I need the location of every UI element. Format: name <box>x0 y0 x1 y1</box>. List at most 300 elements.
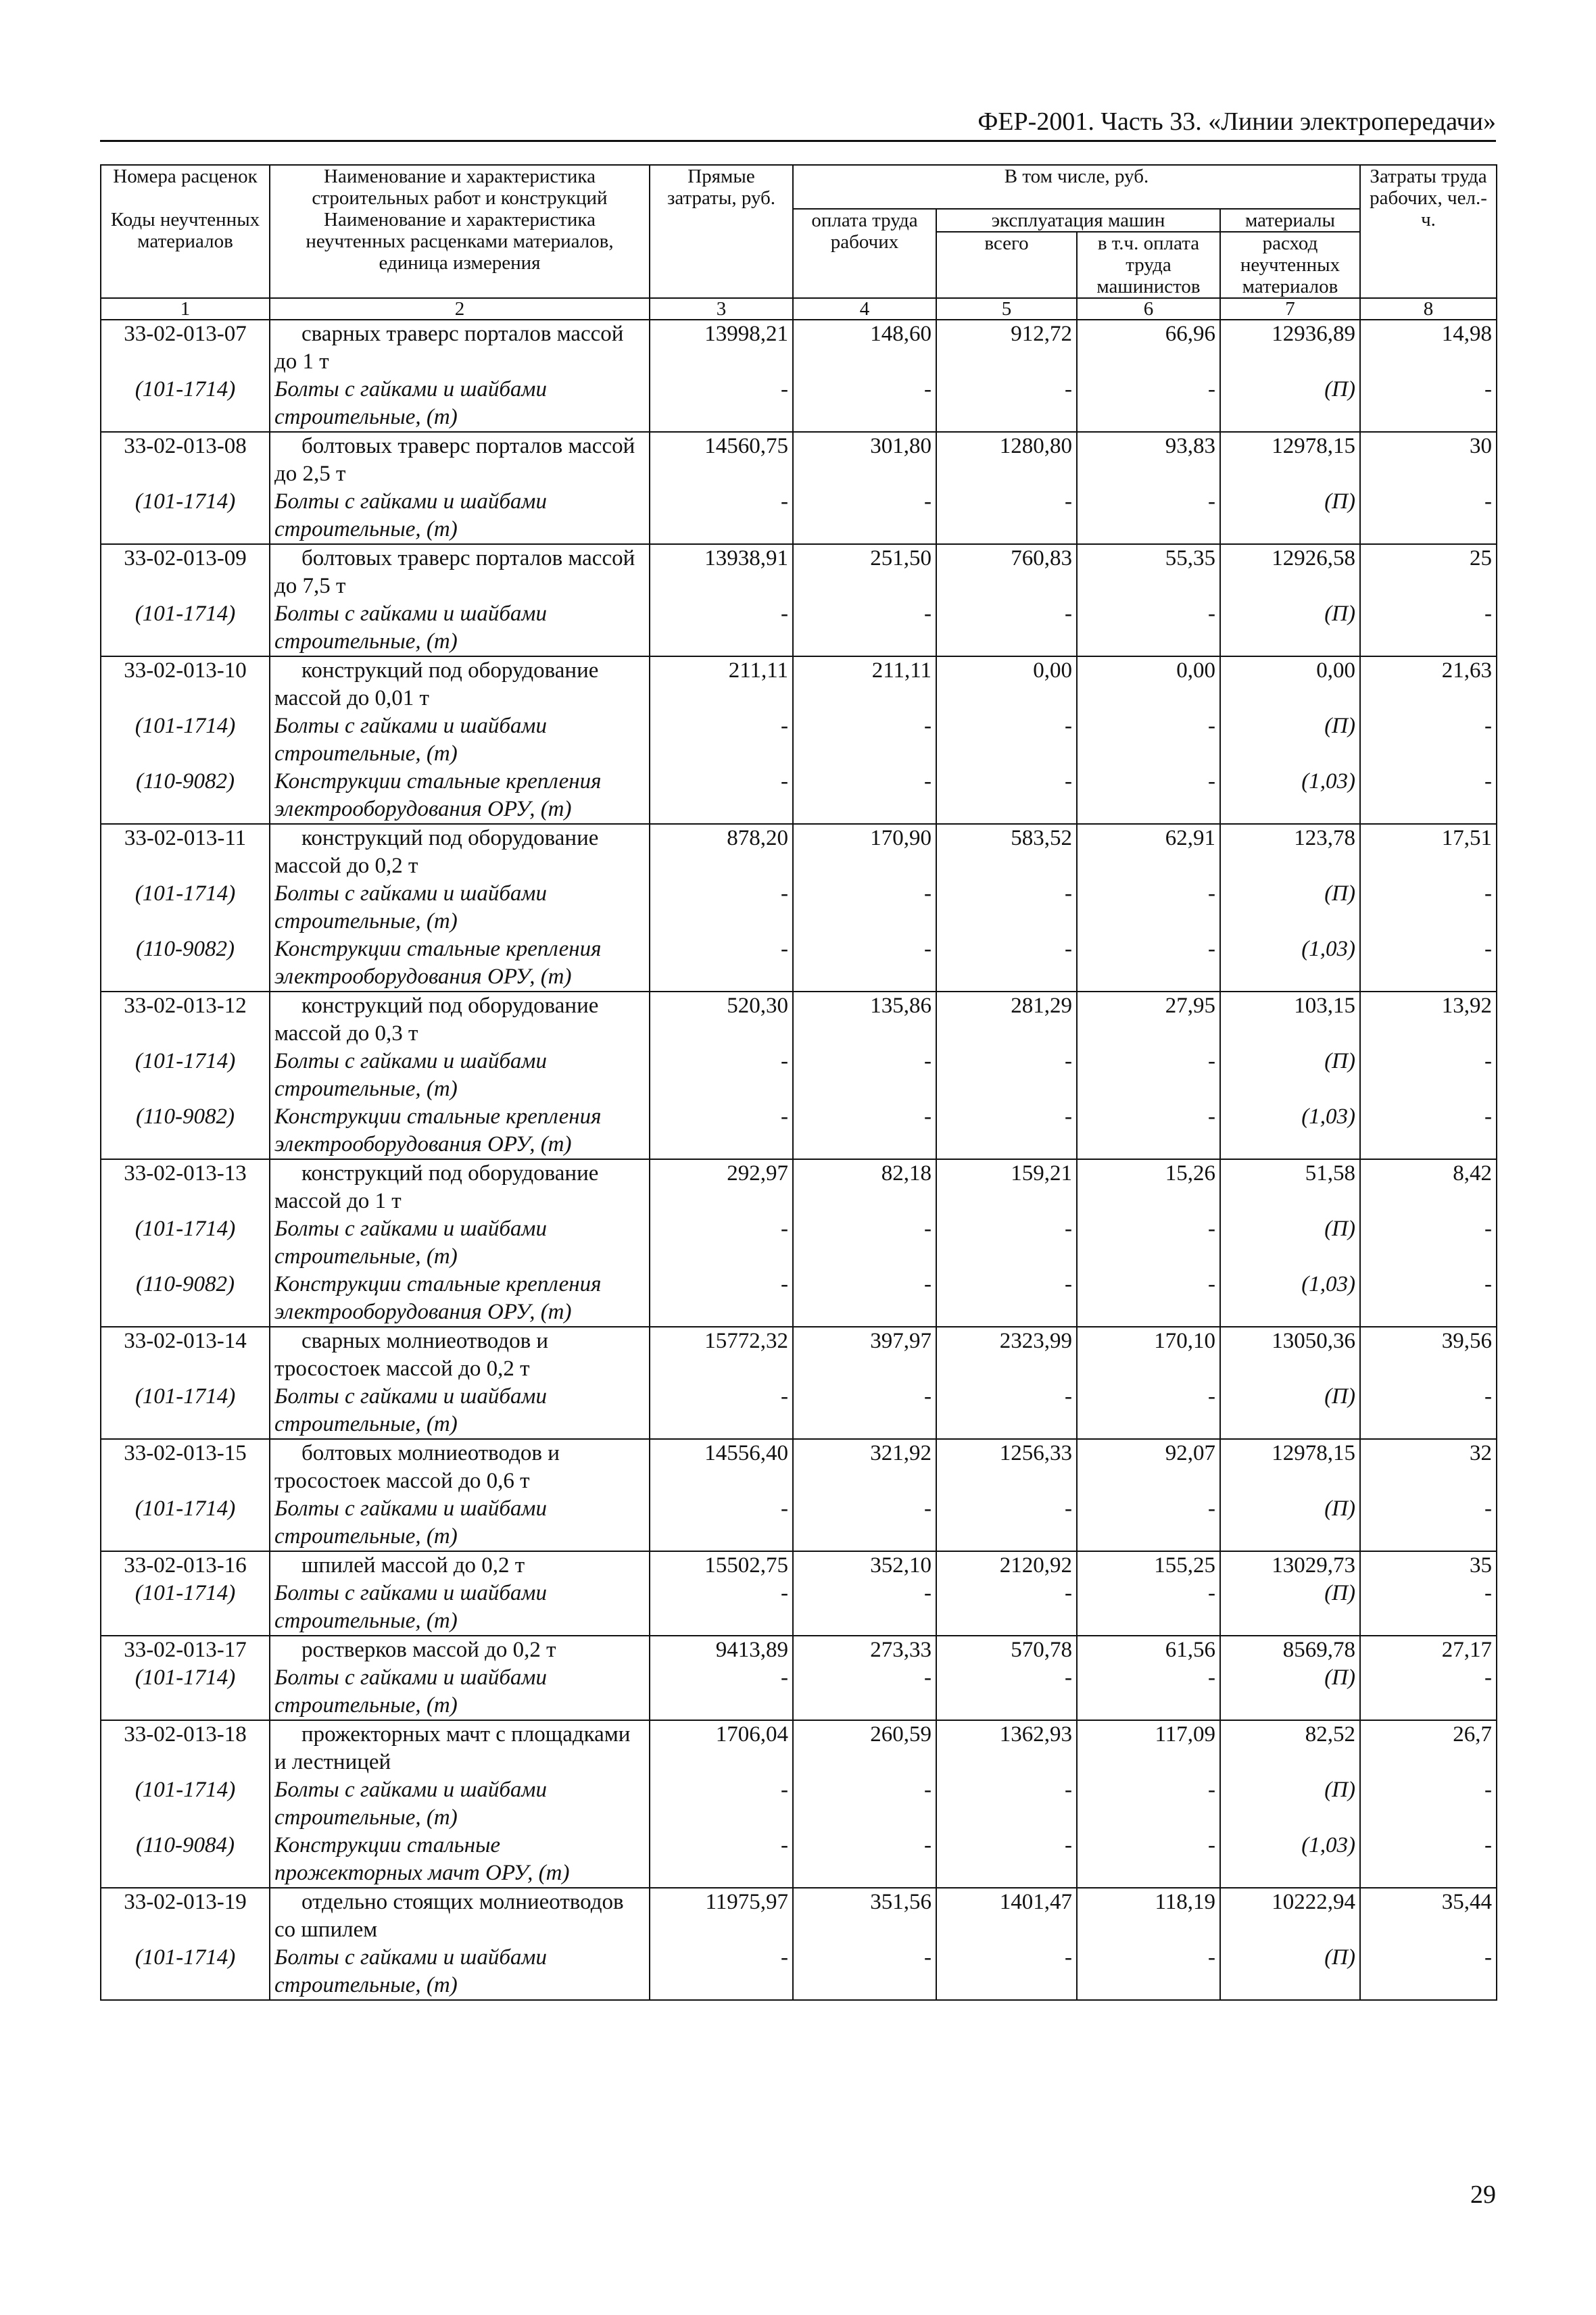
column-numbers-row <box>101 298 1497 320</box>
rate-row <box>101 1159 1497 1215</box>
direct-cost-cell: - <box>650 1832 793 1888</box>
labor-hours-cell: - <box>1360 376 1497 432</box>
rate-row <box>101 656 1497 712</box>
material-name: Болты с гайками и шайбами строительные, (т) <box>270 376 650 432</box>
rate-name-cell <box>270 1888 650 1944</box>
machines-total-cell: - <box>936 1664 1077 1720</box>
col-number: 6 <box>1077 298 1220 320</box>
labor-pay-cell: - <box>793 1383 936 1439</box>
machines-total-cell: 583,52 <box>936 824 1077 880</box>
machines-total-cell: - <box>936 768 1077 824</box>
rate-code: 33-02-013-18 <box>101 1720 270 1776</box>
machines-total-cell: - <box>936 1103 1077 1159</box>
labor-pay-cell: - <box>793 1103 936 1159</box>
machines-total-cell: - <box>936 1215 1077 1271</box>
labor-pay-cell: 148,60 <box>793 320 936 376</box>
machines-labor-cell: - <box>1077 712 1220 768</box>
labor-hours-cell: - <box>1360 935 1497 992</box>
machines-total-cell: 1401,47 <box>936 1888 1077 1944</box>
machines-total-cell: - <box>936 1580 1077 1636</box>
materials-cell: (П) <box>1220 712 1360 768</box>
col-materials: материалы <box>1220 209 1360 232</box>
material-row <box>101 1215 1497 1271</box>
labor-pay-cell: 273,33 <box>793 1636 936 1664</box>
material-code: (101-1714) <box>101 1776 270 1832</box>
rate-row <box>101 1888 1497 1944</box>
labor-hours-cell: - <box>1360 1215 1497 1271</box>
labor-pay-cell: 82,18 <box>793 1159 936 1215</box>
rate-code: 33-02-013-19 <box>101 1888 270 1944</box>
direct-cost-cell: - <box>650 880 793 935</box>
machines-labor-cell: - <box>1077 880 1220 935</box>
materials-cell: (П) <box>1220 1944 1360 2000</box>
materials-cell: (1,03) <box>1220 1271 1360 1327</box>
materials-cell: (П) <box>1220 1495 1360 1551</box>
machines-labor-cell: 92,07 <box>1077 1439 1220 1495</box>
material-row <box>101 712 1497 768</box>
labor-hours-cell: 14,98 <box>1360 320 1497 376</box>
machines-labor-cell: - <box>1077 1580 1220 1636</box>
labor-pay-cell: - <box>793 1776 936 1832</box>
machines-labor-cell: 62,91 <box>1077 824 1220 880</box>
materials-cell: 10222,94 <box>1220 1888 1360 1944</box>
rate-name: конструкций под оборудование массой до 0,3 т <box>274 994 599 1046</box>
material-row <box>101 376 1497 432</box>
col-including: В том числе, руб. <box>793 165 1360 209</box>
labor-hours-cell: 32 <box>1360 1439 1497 1495</box>
machines-labor-cell: - <box>1077 1495 1220 1551</box>
material-code: (101-1714) <box>101 488 270 544</box>
col-machines-labor: в т.ч. оплата труда машинистов <box>1077 232 1220 298</box>
material-name: Болты с гайками и шайбами строительные, (т) <box>270 600 650 656</box>
direct-cost-cell: - <box>650 1776 793 1832</box>
col-machines-total: всего <box>936 232 1077 298</box>
material-row <box>101 1103 1497 1159</box>
col-code-top: Номера расценок <box>101 165 270 209</box>
machines-labor-cell: - <box>1077 600 1220 656</box>
machines-labor-cell: 27,95 <box>1077 992 1220 1048</box>
col-number: 2 <box>270 298 650 320</box>
labor-pay-cell: - <box>793 768 936 824</box>
materials-cell: 82,52 <box>1220 1720 1360 1776</box>
labor-hours-cell: - <box>1360 1580 1497 1636</box>
material-code: (101-1714) <box>101 1383 270 1439</box>
header-rule <box>100 140 1496 142</box>
labor-hours-cell: 39,56 <box>1360 1327 1497 1383</box>
machines-total-cell: 0,00 <box>936 656 1077 712</box>
machines-total-cell: 2323,99 <box>936 1327 1077 1383</box>
materials-cell: 8569,78 <box>1220 1636 1360 1664</box>
material-code: (101-1714) <box>101 1664 270 1720</box>
material-code: (101-1714) <box>101 1580 270 1636</box>
materials-cell: 0,00 <box>1220 656 1360 712</box>
rate-name: болтовых траверс порталов массой до 2,5 т <box>274 434 635 486</box>
direct-cost-cell: - <box>650 600 793 656</box>
material-name: Болты с гайками и шайбами строительные, (т) <box>270 488 650 544</box>
material-code: (110-9084) <box>101 1832 270 1888</box>
material-code: (110-9082) <box>101 768 270 824</box>
machines-labor-cell: - <box>1077 376 1220 432</box>
machines-total-cell: - <box>936 1495 1077 1551</box>
rate-name: прожекторных мачт с площадками и лестницей <box>274 1722 631 1774</box>
direct-cost-cell: - <box>650 1103 793 1159</box>
labor-pay-cell: - <box>793 1271 936 1327</box>
machines-labor-cell: - <box>1077 1383 1220 1439</box>
material-code: (110-9082) <box>101 935 270 992</box>
machines-labor-cell: 93,83 <box>1077 432 1220 488</box>
labor-hours-cell: 35,44 <box>1360 1888 1497 1944</box>
material-code: (101-1714) <box>101 600 270 656</box>
materials-cell: (П) <box>1220 600 1360 656</box>
machines-total-cell: - <box>936 1832 1077 1888</box>
material-name: Болты с гайками и шайбами строительные, (т) <box>270 1944 650 2000</box>
table-header <box>101 165 1497 320</box>
rate-name: отдельно стоящих молниеотводов со шпилем <box>274 1890 624 1942</box>
machines-total-cell: - <box>936 600 1077 656</box>
machines-total-cell: - <box>936 880 1077 935</box>
machines-total-cell: - <box>936 488 1077 544</box>
machines-labor-cell: - <box>1077 1048 1220 1103</box>
materials-cell: (П) <box>1220 1664 1360 1720</box>
direct-cost-cell: - <box>650 488 793 544</box>
rate-name-cell <box>270 1327 650 1383</box>
machines-total-cell: - <box>936 1048 1077 1103</box>
rate-name: конструкций под оборудование массой до 1 т <box>274 1161 599 1213</box>
rate-code: 33-02-013-15 <box>101 1439 270 1495</box>
material-code: (110-9082) <box>101 1271 270 1327</box>
direct-cost-cell: - <box>650 768 793 824</box>
labor-hours-cell: 25 <box>1360 544 1497 600</box>
machines-total-cell: - <box>936 1776 1077 1832</box>
col-number: 7 <box>1220 298 1360 320</box>
direct-cost-cell: - <box>650 376 793 432</box>
material-name: Болты с гайками и шайбами строительные, (т) <box>270 712 650 768</box>
labor-pay-cell: - <box>793 1580 936 1636</box>
rate-name-cell <box>270 320 650 376</box>
labor-hours-cell: - <box>1360 600 1497 656</box>
labor-hours-cell: - <box>1360 1103 1497 1159</box>
material-name: Болты с гайками и шайбами строительные, (т) <box>270 1580 650 1636</box>
materials-cell: 103,15 <box>1220 992 1360 1048</box>
machines-labor-cell: - <box>1077 1103 1220 1159</box>
machines-labor-cell: 170,10 <box>1077 1327 1220 1383</box>
labor-hours-cell: - <box>1360 1944 1497 2000</box>
machines-labor-cell: - <box>1077 1215 1220 1271</box>
machines-labor-cell: - <box>1077 935 1220 992</box>
materials-cell: (1,03) <box>1220 1832 1360 1888</box>
direct-cost-cell: - <box>650 1383 793 1439</box>
labor-pay-cell: 351,56 <box>793 1888 936 1944</box>
labor-hours-cell: - <box>1360 1664 1497 1720</box>
direct-cost-cell: - <box>650 1580 793 1636</box>
machines-total-cell: - <box>936 1271 1077 1327</box>
labor-hours-cell: - <box>1360 1048 1497 1103</box>
materials-cell: (П) <box>1220 488 1360 544</box>
machines-total-cell: - <box>936 376 1077 432</box>
machines-labor-cell: - <box>1077 488 1220 544</box>
labor-pay-cell: 170,90 <box>793 824 936 880</box>
labor-hours-cell: - <box>1360 768 1497 824</box>
machines-total-cell: 159,21 <box>936 1159 1077 1215</box>
col-number: 1 <box>101 298 270 320</box>
material-code: (101-1714) <box>101 712 270 768</box>
col-machines: эксплуатация машин <box>936 209 1220 232</box>
material-row <box>101 1495 1497 1551</box>
rate-name-cell <box>270 432 650 488</box>
material-row <box>101 1580 1497 1636</box>
direct-cost-cell: 13938,91 <box>650 544 793 600</box>
labor-hours-cell: 35 <box>1360 1551 1497 1580</box>
col-number: 4 <box>793 298 936 320</box>
direct-cost-cell: 14556,40 <box>650 1439 793 1495</box>
page-number: 29 <box>1470 2180 1496 2209</box>
rate-name: конструкций под оборудование массой до 0,01 т <box>274 658 599 710</box>
rate-name: болтовых траверс порталов массой до 7,5 т <box>274 546 635 598</box>
rate-name-cell <box>270 1159 650 1215</box>
labor-hours-cell: - <box>1360 1832 1497 1888</box>
material-name: Болты с гайками и шайбами строительные, (т) <box>270 1664 650 1720</box>
direct-cost-cell: 520,30 <box>650 992 793 1048</box>
materials-cell: (1,03) <box>1220 768 1360 824</box>
direct-cost-cell: 9413,89 <box>650 1636 793 1664</box>
rate-code: 33-02-013-08 <box>101 432 270 488</box>
labor-hours-cell: - <box>1360 880 1497 935</box>
col-number: 5 <box>936 298 1077 320</box>
material-row <box>101 1271 1497 1327</box>
material-row <box>101 768 1497 824</box>
rate-code: 33-02-013-16 <box>101 1551 270 1580</box>
labor-pay-cell: - <box>793 600 936 656</box>
direct-cost-cell: 15502,75 <box>650 1551 793 1580</box>
direct-cost-cell: 211,11 <box>650 656 793 712</box>
col-number: 8 <box>1360 298 1497 320</box>
materials-cell: (П) <box>1220 1048 1360 1103</box>
rate-row <box>101 1636 1497 1664</box>
machines-labor-cell: - <box>1077 768 1220 824</box>
direct-cost-cell: - <box>650 935 793 992</box>
materials-cell: 12926,58 <box>1220 544 1360 600</box>
rate-row <box>101 432 1497 488</box>
direct-cost-cell: 292,97 <box>650 1159 793 1215</box>
materials-cell: 12978,15 <box>1220 432 1360 488</box>
labor-pay-cell: - <box>793 935 936 992</box>
machines-total-cell: - <box>936 1944 1077 2000</box>
labor-hours-cell: - <box>1360 1271 1497 1327</box>
labor-hours-cell: 8,42 <box>1360 1159 1497 1215</box>
labor-hours-cell: - <box>1360 1776 1497 1832</box>
direct-cost-cell: 13998,21 <box>650 320 793 376</box>
machines-labor-cell: - <box>1077 1944 1220 2000</box>
material-row <box>101 1383 1497 1439</box>
materials-cell: (П) <box>1220 376 1360 432</box>
rate-name: шпилей массой до 0,2 т <box>301 1553 525 1578</box>
materials-cell: (П) <box>1220 1580 1360 1636</box>
labor-hours-cell: 27,17 <box>1360 1636 1497 1664</box>
materials-cell: 12936,89 <box>1220 320 1360 376</box>
machines-labor-cell: 155,25 <box>1077 1551 1220 1580</box>
labor-pay-cell: 397,97 <box>793 1327 936 1383</box>
machines-total-cell: 1280,80 <box>936 432 1077 488</box>
labor-hours-cell: - <box>1360 488 1497 544</box>
rate-row <box>101 992 1497 1048</box>
labor-pay-cell: 352,10 <box>793 1551 936 1580</box>
rate-name-cell <box>270 1551 650 1580</box>
labor-hours-cell: 26,7 <box>1360 1720 1497 1776</box>
machines-total-cell: 281,29 <box>936 992 1077 1048</box>
col-labor-cost: Затраты труда рабочих, чел.-ч. <box>1360 165 1497 298</box>
rate-name-cell <box>270 656 650 712</box>
material-name: Конструкции стальные крепления электрооборудования ОРУ, (т) <box>270 935 650 992</box>
labor-hours-cell: 21,63 <box>1360 656 1497 712</box>
labor-hours-cell: - <box>1360 1383 1497 1439</box>
machines-labor-cell: 118,19 <box>1077 1888 1220 1944</box>
materials-cell: (П) <box>1220 1776 1360 1832</box>
rate-row <box>101 320 1497 376</box>
materials-cell: 13050,36 <box>1220 1327 1360 1383</box>
machines-total-cell: 1362,93 <box>936 1720 1077 1776</box>
labor-pay-cell: - <box>793 880 936 935</box>
direct-cost-cell: - <box>650 1215 793 1271</box>
machines-labor-cell: 0,00 <box>1077 656 1220 712</box>
material-row <box>101 1832 1497 1888</box>
labor-pay-cell: - <box>793 712 936 768</box>
material-name: Конструкции стальные крепления электрооборудования ОРУ, (т) <box>270 768 650 824</box>
labor-pay-cell: 301,80 <box>793 432 936 488</box>
direct-cost-cell: 15772,32 <box>650 1327 793 1383</box>
materials-cell: 12978,15 <box>1220 1439 1360 1495</box>
labor-pay-cell: 260,59 <box>793 1720 936 1776</box>
rate-row <box>101 824 1497 880</box>
rate-row <box>101 1551 1497 1580</box>
material-name: Болты с гайками и шайбами строительные, (т) <box>270 880 650 935</box>
machines-total-cell: 2120,92 <box>936 1551 1077 1580</box>
machines-total-cell: - <box>936 935 1077 992</box>
direct-cost-cell: 11975,97 <box>650 1888 793 1944</box>
material-code: (110-9082) <box>101 1103 270 1159</box>
labor-pay-cell: - <box>793 1664 936 1720</box>
materials-cell: (П) <box>1220 1215 1360 1271</box>
rate-name: болтовых молниеотводов и тросостоек массой до 0,6 т <box>274 1441 560 1493</box>
col-number: 3 <box>650 298 793 320</box>
rate-code: 33-02-013-11 <box>101 824 270 880</box>
material-name: Болты с гайками и шайбами строительные, (т) <box>270 1776 650 1832</box>
rate-name-cell <box>270 1439 650 1495</box>
material-name: Болты с гайками и шайбами строительные, (т) <box>270 1383 650 1439</box>
rate-row <box>101 544 1497 600</box>
material-row <box>101 935 1497 992</box>
col-name-bottom: Наименование и характеристика неучтенных расценками материалов, единица измерения <box>270 209 650 298</box>
direct-cost-cell: 14560,75 <box>650 432 793 488</box>
material-name: Болты с гайками и шайбами строительные, (т) <box>270 1215 650 1271</box>
rate-code: 33-02-013-09 <box>101 544 270 600</box>
direct-cost-cell: 1706,04 <box>650 1720 793 1776</box>
col-materials-usage: расход неучтенных материалов <box>1220 232 1360 298</box>
rate-name: сварных траверс порталов массой до 1 т <box>274 322 624 374</box>
machines-total-cell: - <box>936 1383 1077 1439</box>
labor-pay-cell: 251,50 <box>793 544 936 600</box>
machines-labor-cell: 61,56 <box>1077 1636 1220 1664</box>
material-name: Болты с гайками и шайбами строительные, (т) <box>270 1048 650 1103</box>
direct-cost-cell: - <box>650 1944 793 2000</box>
labor-hours-cell: - <box>1360 1495 1497 1551</box>
machines-labor-cell: 55,35 <box>1077 544 1220 600</box>
rate-name: ростверков массой до 0,2 т <box>301 1638 556 1662</box>
machines-labor-cell: 66,96 <box>1077 320 1220 376</box>
col-code-bottom: Коды неучтенных материалов <box>101 209 270 298</box>
material-row <box>101 1776 1497 1832</box>
machines-labor-cell: - <box>1077 1776 1220 1832</box>
rate-name-cell <box>270 824 650 880</box>
rate-name-cell <box>270 1720 650 1776</box>
rate-name-cell <box>270 1636 650 1664</box>
rate-name-cell <box>270 544 650 600</box>
rate-code: 33-02-013-10 <box>101 656 270 712</box>
document-header: ФЕР-2001. Часть 33. «Линии электропередачи» <box>977 107 1496 136</box>
material-name: Конструкции стальные прожекторных мачт ОРУ, (т) <box>270 1832 650 1888</box>
material-name: Болты с гайками и шайбами строительные, (т) <box>270 1495 650 1551</box>
col-direct: Прямые затраты, руб. <box>650 165 793 298</box>
machines-total-cell: 570,78 <box>936 1636 1077 1664</box>
rate-row <box>101 1327 1497 1383</box>
labor-pay-cell: 321,92 <box>793 1439 936 1495</box>
rate-row <box>101 1720 1497 1776</box>
material-name: Конструкции стальные крепления электрооборудования ОРУ, (т) <box>270 1271 650 1327</box>
machines-labor-cell: 15,26 <box>1077 1159 1220 1215</box>
material-row <box>101 880 1497 935</box>
rate-code: 33-02-013-17 <box>101 1636 270 1664</box>
material-code: (101-1714) <box>101 1495 270 1551</box>
material-row <box>101 1664 1497 1720</box>
material-code: (101-1714) <box>101 1944 270 2000</box>
labor-pay-cell: - <box>793 1495 936 1551</box>
rate-code: 33-02-013-12 <box>101 992 270 1048</box>
machines-total-cell: 912,72 <box>936 320 1077 376</box>
materials-cell: (П) <box>1220 880 1360 935</box>
labor-pay-cell: - <box>793 1944 936 2000</box>
labor-hours-cell: - <box>1360 712 1497 768</box>
machines-labor-cell: - <box>1077 1832 1220 1888</box>
col-labor-pay: оплата труда рабочих <box>793 209 936 298</box>
material-row <box>101 1944 1497 2000</box>
direct-cost-cell: - <box>650 1271 793 1327</box>
machines-labor-cell: - <box>1077 1664 1220 1720</box>
labor-pay-cell: - <box>793 488 936 544</box>
rate-row <box>101 1439 1497 1495</box>
rate-code: 33-02-013-13 <box>101 1159 270 1215</box>
direct-cost-cell: - <box>650 1048 793 1103</box>
materials-cell: (1,03) <box>1220 935 1360 992</box>
direct-cost-cell: 878,20 <box>650 824 793 880</box>
labor-hours-cell: 17,51 <box>1360 824 1497 880</box>
machines-total-cell: 1256,33 <box>936 1439 1077 1495</box>
materials-cell: (1,03) <box>1220 1103 1360 1159</box>
material-code: (101-1714) <box>101 376 270 432</box>
direct-cost-cell: - <box>650 1664 793 1720</box>
material-name: Конструкции стальные крепления электрооборудования ОРУ, (т) <box>270 1103 650 1159</box>
materials-cell: 123,78 <box>1220 824 1360 880</box>
material-row <box>101 488 1497 544</box>
labor-pay-cell: - <box>793 1048 936 1103</box>
rate-code: 33-02-013-14 <box>101 1327 270 1383</box>
labor-pay-cell: - <box>793 1832 936 1888</box>
col-name-top: Наименование и характеристика строительных работ и конструкций <box>270 165 650 209</box>
materials-cell: 13029,73 <box>1220 1551 1360 1580</box>
direct-cost-cell: - <box>650 712 793 768</box>
labor-pay-cell: - <box>793 1215 936 1271</box>
machines-total-cell: - <box>936 712 1077 768</box>
labor-hours-cell: 30 <box>1360 432 1497 488</box>
labor-pay-cell: - <box>793 376 936 432</box>
